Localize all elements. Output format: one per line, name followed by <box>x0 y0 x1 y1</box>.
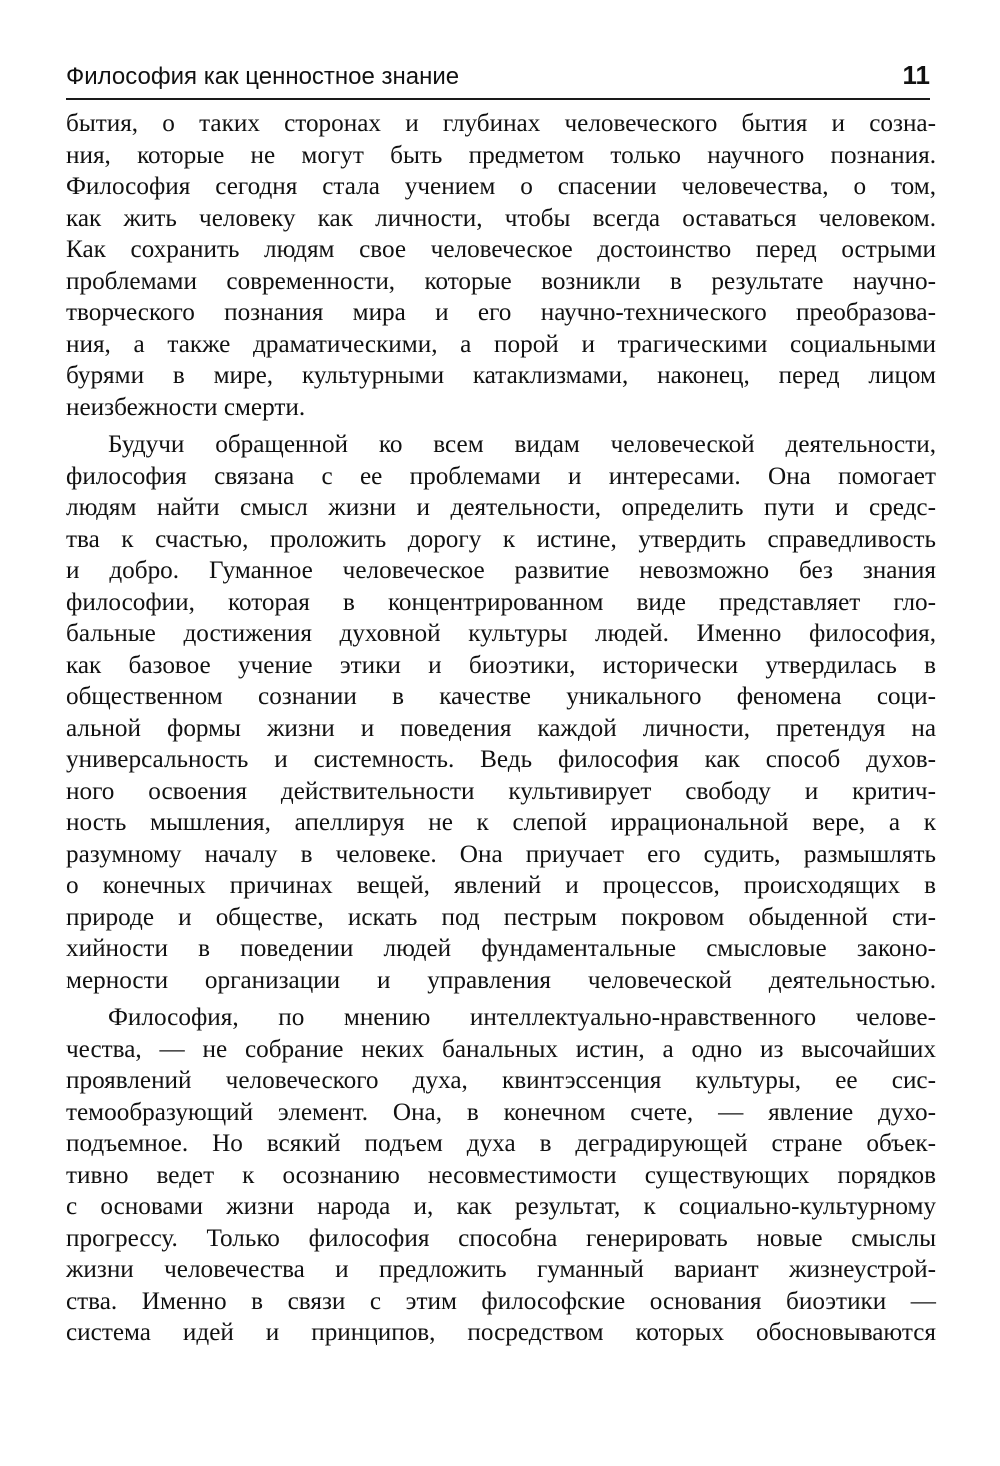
text-line: Философия сегодня стала учением о спасении человечества, о том, <box>66 173 936 200</box>
text-line: бальные достижения духовной культуры людей. Именно философия, <box>66 620 936 647</box>
text-line: бурями в мире, культурными катаклизмами, наконец, перед лицом <box>66 362 936 389</box>
text-line: с основами жизни народа и, как результат, к социально-культурному <box>66 1193 936 1220</box>
text-line: проявлений человеческого духа, квинтэссенция культуры, ее сис- <box>66 1067 936 1094</box>
text-line: неизбежности смерти. <box>66 393 306 421</box>
text-line: тва к счастью, проложить дорогу к истине, утвердить справедливость <box>66 525 936 553</box>
paragraph-1 <box>66 108 936 423</box>
text-line: проблемами современности, которые возникли в результате научно- <box>66 267 936 295</box>
text-line: тивно ведет к осознанию несовместимости существующих порядков <box>66 1161 936 1189</box>
text-line: чества, — не собрание неких банальных истин, а одно из высочайших <box>66 1035 936 1063</box>
text-line: универсальность и системность. Ведь философия как способ духов- <box>66 746 936 773</box>
text-line: общественном сознании в качестве уникального феномена соци- <box>66 683 936 710</box>
text-line: хийности в поведении людей фундаментальные смысловые законо- <box>66 935 936 962</box>
text-line: людям найти смысл жизни и деятельности, определить пути и средс- <box>66 494 936 521</box>
text-line: подъемное. Но всякий подъем духа в деградирующей стране объек- <box>66 1130 936 1157</box>
text-line: философия связана с ее проблемами и интересами. Она помогает <box>66 462 936 490</box>
text-line: о конечных причинах вещей, явлений и процессов, происходящих в <box>66 872 936 899</box>
text-line: как жить человеку как личности, чтобы всегда оставаться человеком. <box>66 204 936 232</box>
paragraph-3 <box>66 1002 936 1349</box>
text-line: ния, а также драматическими, а порой и трагическими социальными <box>66 330 936 358</box>
page-number: 11 <box>902 60 930 90</box>
text-line: как базовое учение этики и биоэтики, исторически утвердилась в <box>66 651 936 679</box>
text-line: природе и обществе, искать под пестрым покровом обыденной сти- <box>66 903 936 931</box>
text-line: Как сохранить людям свое человеческое достоинство перед острыми <box>66 236 936 263</box>
running-header <box>66 62 930 100</box>
text-line: альной формы жизни и поведения каждой личности, претендуя на <box>66 714 936 742</box>
text-line: жизни человечества и предложить гуманный вариант жизнеустрой- <box>66 1256 936 1283</box>
text-line: ность мышления, апеллируя не к слепой иррациональной вере, а к <box>66 809 936 836</box>
paragraph-2 <box>66 429 936 996</box>
text-line: ного освоения действительности культивирует свободу и критич- <box>66 777 936 805</box>
text-line: мерности организации и управления человеческой деятельностью. <box>66 966 936 994</box>
text-line: прогрессу. Только философия способна генерировать новые смыслы <box>66 1224 936 1252</box>
body-text <box>66 108 936 1349</box>
text-line: Философия, по мнению интеллектуально-нравственного челове- <box>108 1004 936 1031</box>
chapter-title: Философия как ценностное знание <box>66 63 460 90</box>
text-line: разумному началу в человеке. Она приучает его судить, размышлять <box>66 840 936 868</box>
text-line: и добро. Гуманное человеческое развитие невозможно без знания <box>66 557 936 584</box>
text-line: ства. Именно в связи с этим философские основания биоэтики — <box>66 1287 936 1315</box>
text-line: ния, которые не могут быть предметом только научного познания. <box>66 141 936 169</box>
text-line: творческого познания мира и его научно-технического преобразова- <box>66 299 936 326</box>
text-line: Будучи обращенной ко всем видам человеческой деятельности, <box>108 431 936 458</box>
text-line: философии, которая в концентрированном виде представляет гло- <box>66 588 936 616</box>
text-line: бытия, о таких сторонах и глубинах человеческого бытия и созна- <box>66 110 936 137</box>
text-line: система идей и принципов, посредством которых обосновываются <box>66 1319 936 1346</box>
text-line: темообразующий элемент. Она, в конечном счете, — явление духо- <box>66 1098 936 1126</box>
